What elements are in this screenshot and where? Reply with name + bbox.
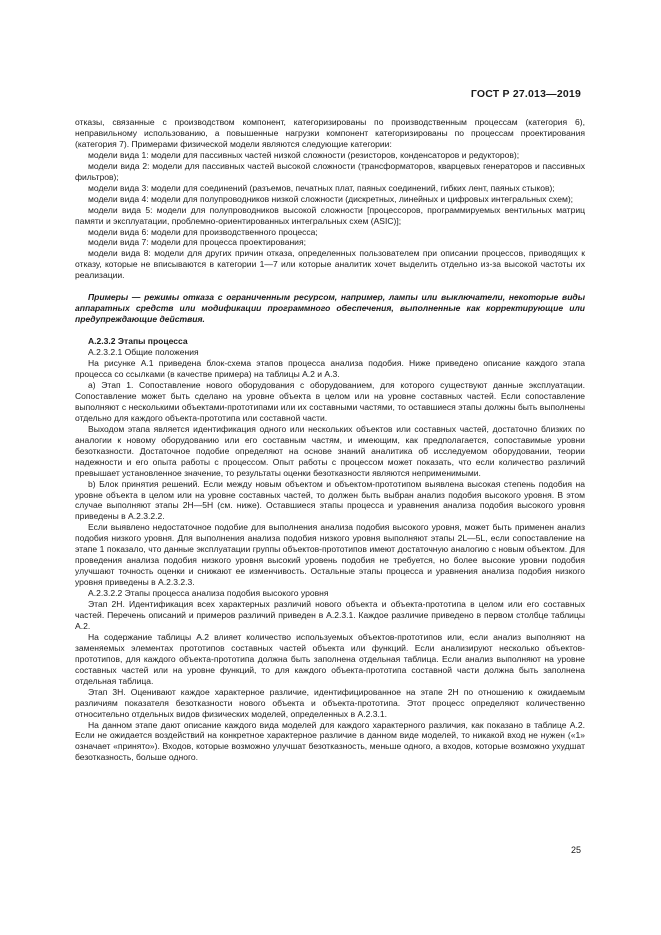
list-item-model-4: модели вида 4: модели для полупроводников низкой сложности (дискретных, линейных и цифровых интегральных схем); — [88, 193, 574, 204]
list-item-model-8: модели вида 8: модели для других причин отказа, определенных пользователем при описании процессов, приводящих к отказу, которые не вписываются в категории 1—7 или которые аналитик хочет выделить отдельно из-за высокой частоты их реализации. — [75, 248, 585, 281]
paragraph-low-level: Если выявлено недостаточное подобие для выполнения анализа подобия высокого уровня, может быть применен анализ подобия низкого уровня. Для выполнения анализа подобия низкого уровня выполняют этапы 2L—5L, если сопоставление на этапе 1 показало, что данные эксплуатации группы объектов-прототипов имеют достаточную аналогию с новым объектом. Для проведения анализа подобия низкого уровня высокий уровень подобия не требуется, но более высокие уровни подобия улучшают точность оценки и снижают ее изменчивость. Остальные этапы процесса и уравнения анализа подобия низкого уровня приведены в А.2.3.2.3. — [75, 522, 585, 588]
page-content — [75, 117, 585, 763]
subsection-heading-a2-3-2-2: А.2.3.2.2 Этапы процесса анализа подобия высокого уровня — [88, 588, 329, 599]
list-item-model-6: модели вида 6: модели для производственного процесса; — [88, 226, 318, 237]
section-heading-a2-3-2: А.2.3.2 Этапы процесса — [88, 336, 188, 347]
paragraph-stage-2h: Этап 2Н. Идентификация всех характерных различий нового объекта и объекта-прототипа в целом или его составных частей. Перечень описаний и примеров различий приведен в А.2.3.1. Каждое различие приведено в первом столбце таблицы А.2. — [75, 599, 585, 631]
subsection-heading-a2-3-2-1: А.2.3.2.1 Общие положения — [88, 347, 199, 358]
list-item-model-7: модели вида 7: модели для процесса проектирования; — [88, 237, 306, 248]
paragraph-stage-output: Выходом этапа является идентификация одного или нескольких объектов или составных частей, достаточно близких по аналогии к новому оборудованию или его составным частям, и имеющим, как предполагается, сопоставимые уровни безотказности. Достаточное подобие определяют на основе знаний аналитика об исследуемом оборудовании, теории надежности и его опыта работы с процессом. Опыт работы с процессом может показать, что если количество различий превышает установленное значение, то результаты оценки безотказности являются неприменимыми. — [75, 423, 585, 478]
paragraph-figure-a1: На рисунке А.1 приведена блок-схема этапов процесса анализа подобия. Ниже приведено описание каждого этапа процесса со ссылками (в качестве примера) на таблицы А.2 и А.3. — [75, 358, 585, 380]
paragraph-table-a2: На содержание таблицы А.2 влияет количество используемых объектов-прототипов или, если анализ выполняют на заменяемых элементах прототипов составных частей объекта или функций. Если анализируют несколько объектов-прототипов, для каждого объекта-прототипа должна быть заполнена отдельная таблица. Если анализ выполняют на уровне составных частей или на уровне функций, то для каждого объекта-прототипа составной части должна быть заполнена отдельная таблица. — [75, 631, 585, 686]
page-number: 25 — [570, 845, 581, 855]
list-item-model-1: модели вида 1: модели для пассивных частей низкой сложности (резисторов, конденсаторов и редукторов); — [88, 149, 520, 160]
paragraph-categories-intro: отказы, связанные с производством компонент, категоризированы по производственным процессам (категория 6), неправильному использованию, а повышенные нагрузки компонент категоризированы по процессам проектирования (категория 7). Примерами физической модели являются следующие категории: — [75, 117, 585, 149]
examples-note: Примеры — режимы отказа с ограниченным ресурсом, например, лампы или выключатели, некоторые виды аппаратных средств или модификации программного обеспечения, выполненные как корректирующие или предупреждающие действия. — [75, 292, 585, 325]
paragraph-stage-1: а) Этап 1. Сопоставление нового оборудования с оборудованием, для которого существуют данные эксплуатации. Сопоставление может быть сделано на уровне объекта в целом или на уровне составных частей. Если сопоставление выполняют с несколькими объектами-прототипами или их составными частями, то оставшиеся этапы должны быть выполнены отдельно для каждого объекта-прототипа или составной части. — [75, 379, 585, 423]
paragraph-stage-3h: Этап 3Н. Оценивают каждое характерное различие, идентифицированное на этапе 2Н по отношению к ожидаемым различиям показателя безотказности нового объекта и объекта-прототипа. Этот процесс определяют количественно относительно отдельных видов физических моделей, определенных в А.2.3.1. — [75, 686, 585, 719]
paragraph-decision-block: b) Блок принятия решений. Если между новым объектом и объектом-прототипом выявлена высокая степень подобия на уровне объекта в целом или на уровне составных частей, то должен быть выбран анализ подобия высокого уровня. В этом случае выполняют этапы 2Н—5Н (см. ниже). Оставшиеся этапы процесса и уравнения анализа подобия высокого уровня приведены в А.2.3.2.2. — [75, 478, 585, 522]
list-item-model-2: модели вида 2: модели для пассивных частей высокой сложности (трансформаторов, кварцевых генераторов и пассивных фильтров); — [75, 160, 585, 182]
document-code: ГОСТ Р 27.013—2019 — [470, 88, 581, 100]
list-item-model-3: модели вида 3: модели для соединений (разъемов, печатных плат, паяных соединений, гибких лент, паяных стыков); — [88, 182, 555, 193]
paragraph-model-inputs: На данном этапе дают описание каждого вида моделей для каждого характерного различия, как показано в таблице А.2. Если не ожидается воздействий на конкретное характерное различие в данном виде моделей, то никакой вход не нужен («1» означает «принято»). Входов, которые возможно улучшат безотказность, меньше одного, а входов, которые возможно ухудшат безотказность, больше одного. — [75, 719, 585, 763]
list-item-model-5: модели вида 5: модели для полупроводников высокой сложности [процессоров, программируемых вентильных матриц памяти и эксплуатации, проблемно-ориентированных интегральных схем (ASIC)]; — [75, 204, 585, 226]
